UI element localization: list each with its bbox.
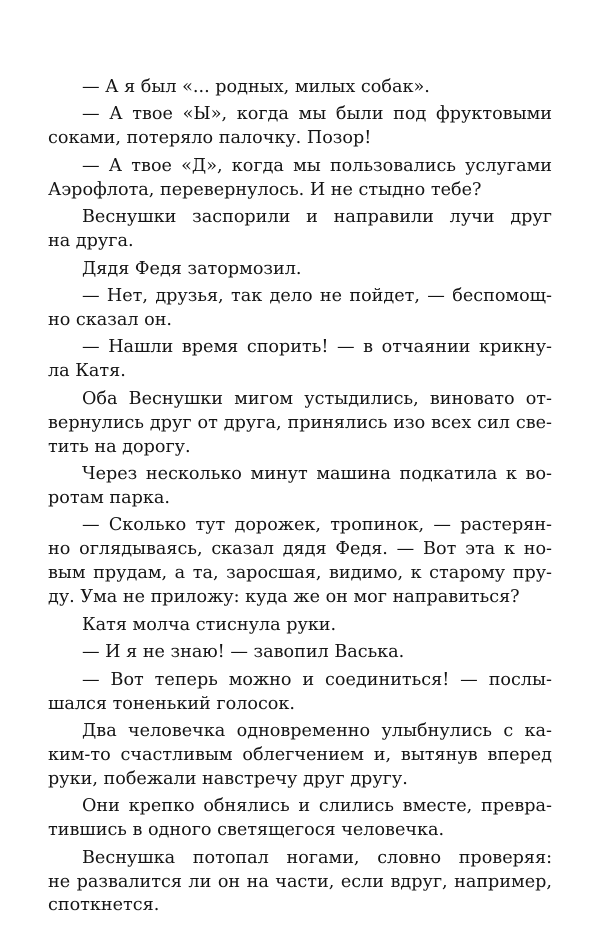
text-line: — А твое «Ы», когда мы были под фруктовыми bbox=[82, 104, 552, 125]
paragraph bbox=[48, 103, 552, 151]
paragraph bbox=[48, 76, 552, 100]
text-line: не развалится ли он на части, если вдруг, например, bbox=[48, 871, 552, 892]
text-line: вым прудам, а та, заросшая, видимо, к старому пру- bbox=[48, 563, 552, 584]
text-line: Веснушка потопал ногами, словно проверяя: bbox=[82, 847, 552, 868]
paragraph bbox=[48, 285, 552, 333]
text-line: на друга. bbox=[48, 231, 134, 252]
text-line: Дядя Федя затормозил. bbox=[82, 258, 302, 279]
text-line: но оглядываясь, сказал дядя Федя. — Вот эта к но- bbox=[48, 539, 552, 560]
text-line: Оба Веснушки мигом устыдились, виновато от- bbox=[82, 388, 552, 409]
text-line: Веснушки заспорили и направили лучи друг bbox=[82, 207, 552, 228]
text-line: — Нет, друзья, так дело не пойдет, — беспомощ- bbox=[82, 286, 552, 307]
text-line: руки, побежали навстречу друг другу. bbox=[48, 768, 408, 789]
paragraph bbox=[48, 669, 552, 717]
text-line: Они крепко обнялись и слились вместе, превра- bbox=[82, 796, 552, 817]
text-line: споткнется. bbox=[48, 895, 160, 916]
paragraph bbox=[48, 720, 552, 792]
text-line: вернулись друг от друга, принялись изо всех сил све- bbox=[48, 412, 552, 433]
paragraph bbox=[48, 258, 552, 282]
paragraph bbox=[48, 155, 552, 203]
text-line: ду. Ума не приложу: куда же он мог направиться? bbox=[48, 587, 520, 608]
text-line: — А я был «... родных, милых собак». bbox=[82, 77, 430, 97]
paragraph bbox=[48, 641, 552, 665]
text-line: Аэрофлота, перевернулось. И не стыдно тебе? bbox=[48, 179, 482, 200]
paragraph bbox=[48, 514, 552, 610]
text-line: но сказал он. bbox=[48, 309, 173, 330]
text-line: Катя молча стиснула руки. bbox=[82, 614, 337, 635]
paragraph bbox=[48, 614, 552, 638]
text-line: Два человечка одновременно улыбнулись с ка- bbox=[82, 720, 552, 741]
text-line: тить на дорогу. bbox=[48, 436, 191, 457]
text-line: Через несколько минут машина подкатила к во- bbox=[82, 464, 552, 485]
paragraph bbox=[48, 388, 552, 460]
paragraph bbox=[48, 206, 552, 254]
text-line: соками, потеряло палочку. Позор! bbox=[48, 128, 372, 149]
text-line: ким-то счастливым облегчением и, вытянув вперед bbox=[48, 744, 552, 765]
text-line: тившись в одного светящегося человечка. bbox=[48, 820, 445, 841]
text-line: — А твое «Д», когда мы пользовались услугами bbox=[82, 155, 552, 176]
text-line: шался тоненький голосок. bbox=[48, 693, 295, 714]
paragraph bbox=[48, 795, 552, 843]
text-line: — Нашли время спорить! — в отчаянии крикну- bbox=[82, 337, 552, 358]
text-line: ла Катя. bbox=[48, 361, 126, 382]
paragraph bbox=[48, 336, 552, 384]
paragraph bbox=[48, 463, 552, 511]
paragraph bbox=[48, 847, 552, 919]
text-line: — Вот теперь можно и соединиться! — послы- bbox=[82, 669, 552, 690]
text-line: — Сколько тут дорожек, тропинок, — растерян- bbox=[82, 515, 552, 536]
page-text bbox=[48, 76, 552, 918]
text-line: — И я не знаю! — завопил Васька. bbox=[82, 642, 405, 663]
text-line: ротам парка. bbox=[48, 488, 170, 508]
